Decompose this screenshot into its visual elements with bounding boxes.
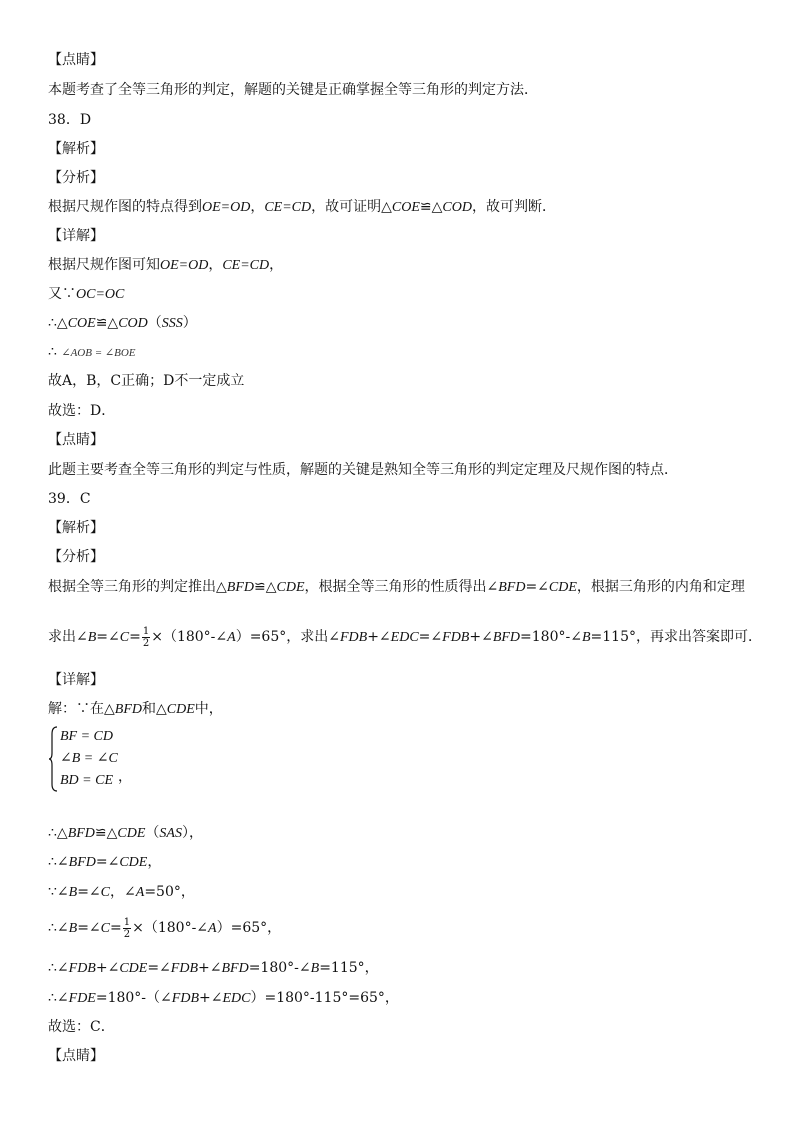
text: +∠	[469, 629, 493, 645]
math: SAS	[159, 826, 182, 841]
comma: ，	[118, 769, 132, 785]
math: EDC	[222, 991, 251, 1006]
math: BFD	[67, 826, 95, 841]
math: BFD	[226, 580, 254, 595]
text: =∠	[147, 960, 171, 976]
text: ，	[250, 199, 265, 215]
text: 根据尺规作图可知	[48, 257, 160, 273]
text: ，根据全等三角形的性质得出∠	[304, 579, 499, 595]
text: =∠	[96, 629, 120, 645]
equation-row: BD = CE	[60, 773, 113, 788]
math: CDE	[276, 580, 305, 595]
paragraph	[48, 699, 223, 720]
paragraph: 本题考查了全等三角形的判定，解题的关键是正确掌握全等三角形的判定方法．	[48, 82, 538, 98]
text: =	[110, 920, 122, 936]
text: +∠	[367, 629, 391, 645]
math: OE=OD	[160, 258, 209, 273]
equation-rows	[60, 726, 118, 792]
text: ∴∠	[48, 854, 69, 870]
math: FDE	[68, 991, 96, 1006]
text: ）	[182, 315, 197, 331]
math: COD	[118, 316, 148, 331]
math: B	[68, 885, 78, 900]
fraction-numerator: 1	[123, 916, 131, 928]
text: ≌△	[419, 199, 443, 215]
math: CE=CD	[264, 200, 312, 215]
text: =115°，再求出答案即可．	[590, 629, 762, 645]
math: B	[310, 961, 320, 976]
math: CDE	[166, 702, 195, 717]
paragraph	[48, 622, 762, 653]
text: =180°-∠	[520, 629, 582, 645]
paragraph	[48, 577, 745, 598]
text: 解：∵在△	[48, 701, 115, 717]
paragraph: 故选：D．	[48, 403, 116, 419]
math: COE	[391, 200, 420, 215]
section-heading-dianjing: 【点睛】	[48, 1048, 104, 1064]
math: A	[208, 921, 217, 936]
text: =180°-（∠	[95, 990, 172, 1006]
equation-row: BF = CD	[60, 729, 113, 744]
left-brace-icon	[48, 726, 58, 792]
text: ）=65°，求出∠	[235, 629, 340, 645]
fraction-numerator: 1	[142, 625, 150, 637]
text: 根据尺规作图的特点得到	[48, 199, 202, 215]
math: CDE	[119, 855, 148, 870]
text: ∴∠	[48, 960, 69, 976]
math: A	[227, 630, 236, 645]
paragraph	[48, 255, 283, 276]
text: =∠	[77, 884, 101, 900]
text: =	[129, 629, 141, 645]
paragraph	[48, 913, 281, 944]
math: B	[581, 630, 591, 645]
math: FDB	[171, 991, 199, 1006]
text: 根据全等三角形的判定推出△	[48, 579, 227, 595]
section-heading-fenxi: 【分析】	[48, 170, 104, 186]
math: ∠AOB = ∠BOE	[61, 347, 136, 359]
math: BFD	[68, 855, 96, 870]
paragraph	[48, 852, 161, 873]
fraction	[142, 626, 150, 649]
text: +∠	[198, 960, 222, 976]
paragraph: 此题主要考查全等三角形的判定与性质，解题的关键是熟知全等三角形的判定定理及尺规作图的特点．	[48, 462, 678, 478]
math: EDC	[390, 630, 419, 645]
math: CDE	[548, 580, 577, 595]
math: COE	[67, 316, 96, 331]
answer-39: 39．C	[48, 491, 91, 507]
text: ，根据三角形的内角和定理	[576, 579, 745, 595]
answer-38: 38．D	[48, 112, 92, 128]
math: C	[100, 921, 111, 936]
paragraph	[48, 313, 197, 334]
math: COD	[442, 200, 472, 215]
math: BFD	[114, 702, 142, 717]
text: ∵∠	[48, 884, 69, 900]
text: 求出∠	[48, 629, 88, 645]
math: CE=CD	[222, 258, 270, 273]
text: =∠	[95, 854, 120, 870]
section-heading-fenxi: 【分析】	[48, 549, 104, 565]
text: +∠	[199, 990, 223, 1006]
fraction-denominator: 2	[123, 928, 131, 940]
section-heading-dianjing: 【点睛】	[48, 52, 104, 68]
section-heading-jiexi: 【解析】	[48, 141, 104, 157]
paragraph	[48, 342, 136, 363]
text: =115°，	[319, 960, 379, 976]
paragraph	[48, 882, 195, 903]
text: ，	[269, 257, 284, 273]
math: BFD	[221, 961, 249, 976]
paragraph	[48, 988, 399, 1009]
math: FDB	[442, 630, 470, 645]
text: ）=65°，	[216, 920, 282, 936]
text: （	[145, 825, 160, 841]
text: =180°-∠	[248, 960, 311, 976]
section-heading-xiangjie: 【详解】	[48, 672, 104, 688]
text: ×（180°-∠	[132, 920, 209, 936]
math: B	[68, 921, 78, 936]
math: FDB	[68, 961, 96, 976]
fraction-denominator: 2	[142, 637, 150, 649]
text: =∠	[77, 920, 101, 936]
section-heading-jiexi: 【解析】	[48, 520, 104, 536]
math: BFD	[498, 580, 526, 595]
paragraph	[48, 197, 556, 218]
text: ∴∠	[48, 920, 69, 936]
text: ，故可证明△	[311, 199, 392, 215]
text: ≌△	[254, 579, 277, 595]
math: BFD	[492, 630, 521, 645]
fraction	[123, 917, 131, 940]
text: 又∵	[48, 286, 76, 302]
paragraph: 故A，B，C正确；D不一定成立	[48, 373, 245, 389]
text: ，	[147, 854, 162, 870]
math: B	[87, 630, 97, 645]
text: +∠	[95, 960, 120, 976]
text: ×（180°-∠	[151, 629, 228, 645]
text: ）=180°-115°=65°，	[250, 990, 399, 1006]
paragraph: 故选：C．	[48, 1019, 115, 1035]
section-heading-dianjing: 【点睛】	[48, 432, 104, 448]
text: ，故可判断．	[471, 199, 556, 215]
math: OE=OD	[202, 200, 251, 215]
text: ≌△	[95, 315, 119, 331]
math: CDE	[117, 826, 146, 841]
text: ∴	[48, 344, 57, 360]
text: ∴∠	[48, 990, 69, 1006]
math: FDB	[170, 961, 199, 976]
math: C	[119, 630, 130, 645]
text: ，	[208, 257, 223, 273]
text: ∴△	[48, 825, 68, 841]
paragraph	[48, 284, 124, 305]
math: CDE	[119, 961, 148, 976]
text: 中，	[194, 701, 223, 717]
text: （	[147, 315, 162, 331]
math: A	[135, 885, 145, 900]
text: ），	[181, 825, 203, 841]
text: =50°，	[144, 884, 195, 900]
equation-row: ∠B = ∠C	[60, 751, 118, 766]
text: ，∠	[110, 884, 136, 900]
text: =∠	[418, 629, 443, 645]
math: OC=OC	[76, 287, 125, 302]
text: ≌△	[94, 825, 118, 841]
text: =∠	[525, 579, 549, 595]
text: 和△	[142, 701, 167, 717]
section-heading-xiangjie: 【详解】	[48, 228, 104, 244]
paragraph	[48, 958, 379, 979]
math: C	[100, 885, 111, 900]
paragraph	[48, 823, 203, 844]
math: FDB	[339, 630, 368, 645]
math: SSS	[161, 316, 183, 331]
text: ∴△	[48, 315, 68, 331]
